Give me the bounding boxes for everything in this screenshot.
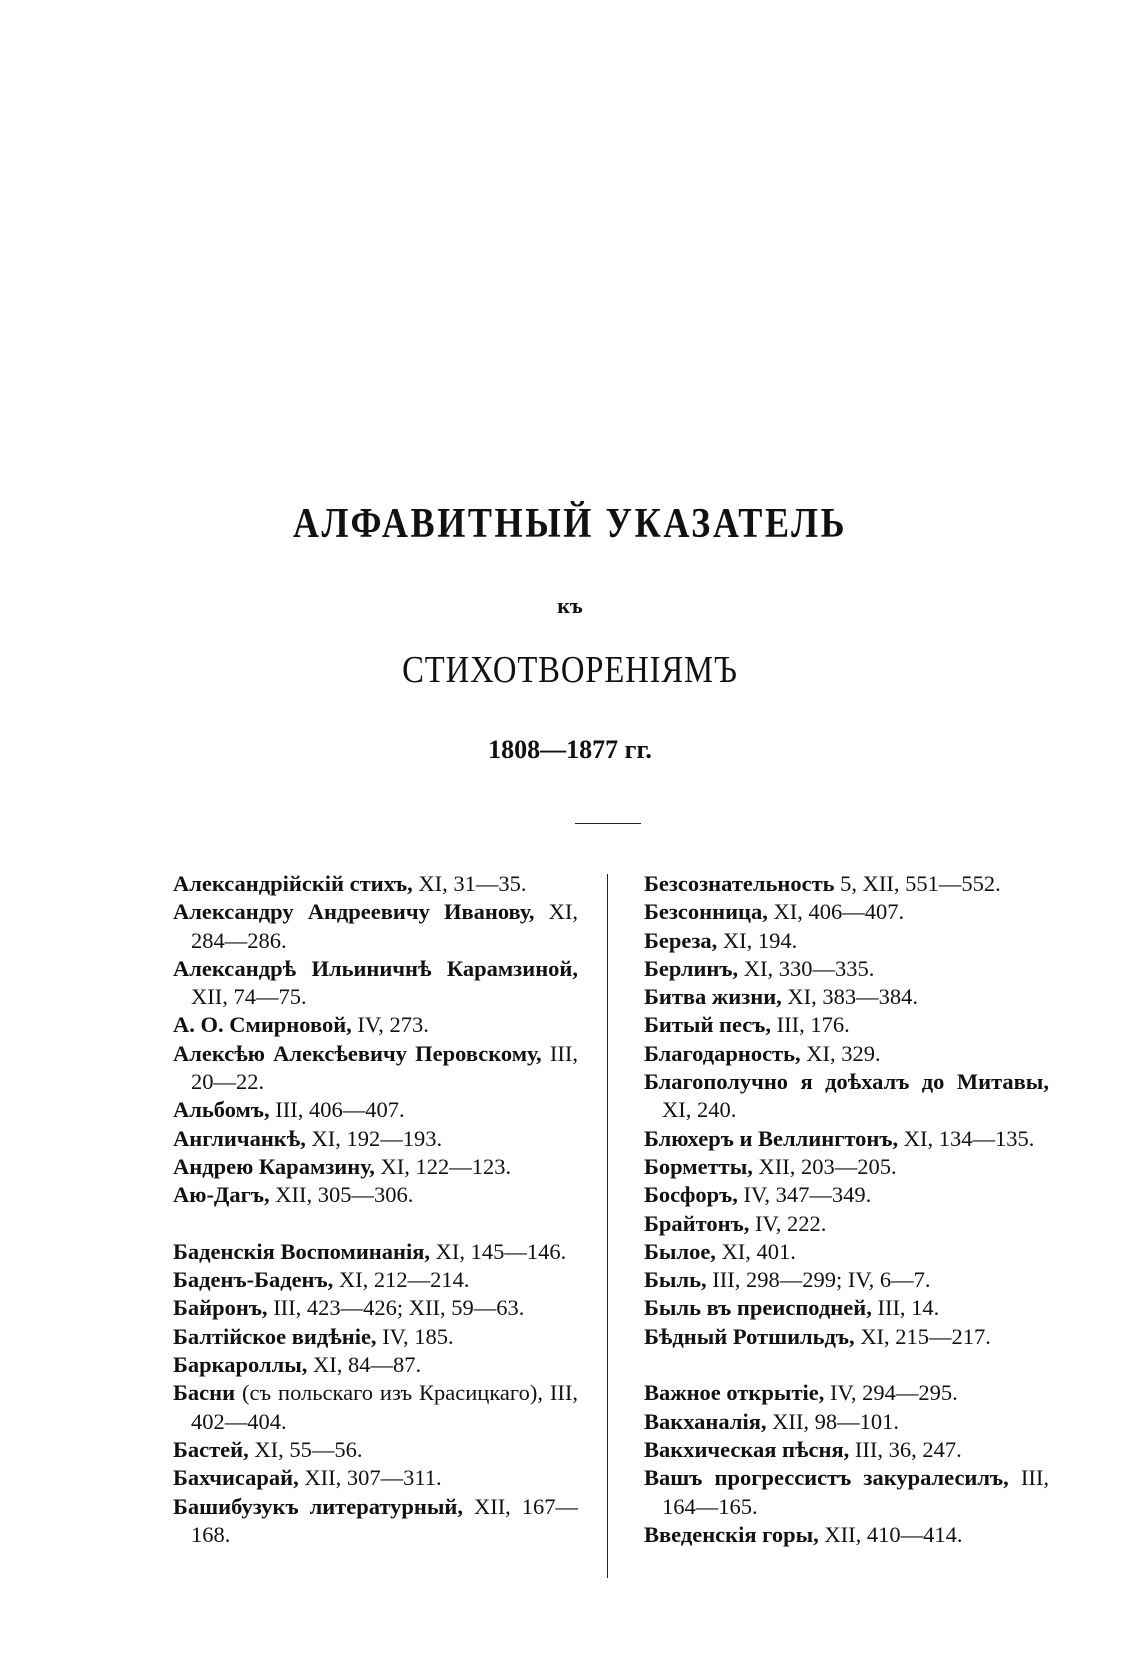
index-entry: Вашъ прогрессистъ закуралесилъ, III, 164—165. bbox=[644, 1465, 1049, 1519]
letter-group-gap bbox=[173, 1210, 578, 1238]
index-entry: Башибузукъ литературный, XII, 167—168. bbox=[173, 1493, 578, 1547]
index-entry: Балтійское видѣніе, IV, 185. bbox=[173, 1323, 454, 1349]
index-entry: Англичанкѣ, XI, 192—193. bbox=[173, 1125, 443, 1151]
index-entry: Баденъ-Баденъ, XI, 212—214. bbox=[173, 1267, 470, 1293]
index-entry: Важное открытіе, IV, 294—295. bbox=[644, 1380, 958, 1406]
index-entry: Александру Андреевичу Иванову, XI, 284—286. bbox=[173, 899, 578, 953]
index-entry: Береза, XI, 194. bbox=[644, 927, 798, 953]
index-entry: Введенскія горы, XII, 410—414. bbox=[644, 1521, 963, 1547]
index-entry: Баденскія Воспоминанія, XI, 145—146. bbox=[173, 1238, 567, 1264]
index-entry: Алексѣю Алексѣевичу Перовскому, III, 20—22. bbox=[173, 1040, 578, 1095]
index-entry: Босфоръ, IV, 347—349. bbox=[644, 1182, 872, 1208]
index-entry: Благополучно я доѣхалъ до Митавы, XI, 240. bbox=[644, 1069, 1049, 1123]
index-entry: Андрею Карамзину, XI, 122—123. bbox=[173, 1153, 512, 1179]
index-entry: Битый песъ, III, 176. bbox=[644, 1012, 850, 1038]
letter-group-gap bbox=[644, 1351, 1049, 1379]
index-entry: Былое, XI, 401. bbox=[644, 1238, 796, 1264]
index-entry: Быль, III, 298—299; IV, 6—7. bbox=[644, 1267, 931, 1293]
index-entry: Быль въ преисподней, III, 14. bbox=[644, 1295, 940, 1321]
index-entry: А. О. Смирновой, IV, 273. bbox=[173, 1012, 429, 1038]
index-right-column bbox=[644, 870, 1049, 1549]
index-entry: Блюхеръ и Веллингтонъ, XI, 134—135. bbox=[644, 1125, 1035, 1151]
column-divider bbox=[607, 874, 608, 1578]
index-entry: Бѣдный Ротшильдъ, XI, 215—217. bbox=[644, 1323, 991, 1349]
index-entry: Битва жизни, XI, 383—384. bbox=[644, 984, 919, 1010]
index-entry: Альбомъ, III, 406—407. bbox=[173, 1097, 405, 1123]
index-entry: Аю-Дагъ, XII, 305—306. bbox=[173, 1182, 414, 1208]
index-entry: Бахчисарай, XII, 307—311. bbox=[173, 1465, 442, 1491]
index-entry: Благодарность, XI, 329. bbox=[644, 1040, 881, 1066]
index-entry: Байронъ, III, 423—426; XII, 59—63. bbox=[173, 1295, 525, 1321]
year-range: 1808—1877 гг. bbox=[488, 735, 652, 764]
index-entry: Безсознательность 5, XII, 551—552. bbox=[644, 871, 1001, 896]
index-entry: Баркароллы, XI, 84—87. bbox=[173, 1352, 422, 1378]
index-entry: Безсонница, XI, 406—407. bbox=[644, 899, 905, 925]
index-entry: Вакхическая пѣсня, III, 36, 247. bbox=[644, 1436, 962, 1462]
index-left-column bbox=[173, 870, 578, 1549]
index-entry: Брайтонъ, IV, 222. bbox=[644, 1210, 827, 1236]
index-entry: Вакханалія, XII, 98—101. bbox=[644, 1408, 899, 1434]
page-title: АЛФАВИТНЫЙ УКАЗАТЕЛЬ bbox=[292, 501, 848, 547]
page-subtitle: СТИХОТВОРЕНІЯМЪ bbox=[402, 649, 738, 691]
index-entry: Берлинъ, XI, 330—335. bbox=[644, 955, 875, 981]
index-entry: Александрѣ Ильиничнѣ Карамзиной, XII, 74—75. bbox=[173, 955, 578, 1010]
index-entry: Бастей, XI, 55—56. bbox=[173, 1436, 363, 1462]
title-rule bbox=[575, 823, 641, 824]
index-entry: Александрійскій стихъ, XI, 31—35. bbox=[173, 871, 527, 896]
title-preposition: къ bbox=[557, 593, 583, 618]
index-entry: Борметты, XII, 203—205. bbox=[644, 1153, 897, 1179]
index-entry: Басни (съ польскаго изъ Красицкаго), III, 402—404. bbox=[173, 1380, 578, 1434]
